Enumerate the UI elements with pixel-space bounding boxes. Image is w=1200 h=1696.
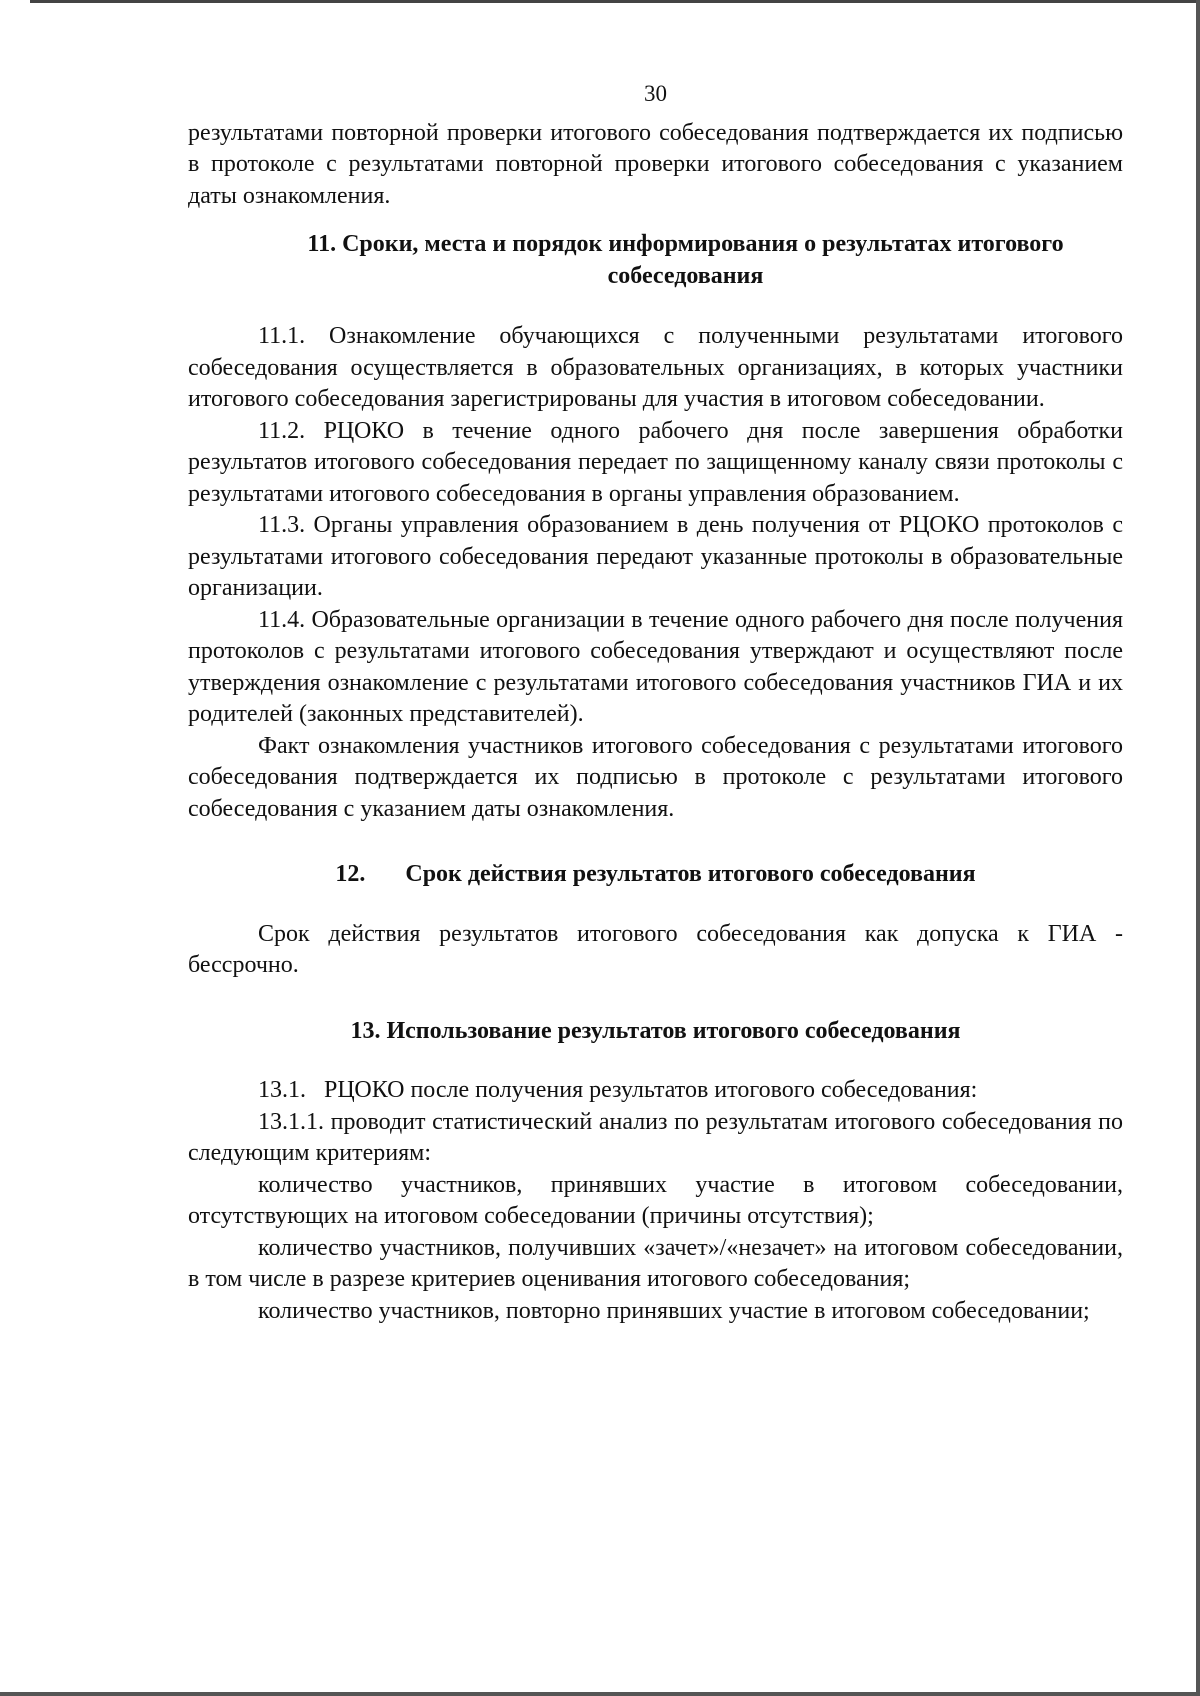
document-body: [188, 78, 1123, 1327]
paragraph-11-1: 11.1. Ознакомление обучающихся с полученными результатами итогового собеседования осуществляется в образовательных организациях, в которых участники итогового собеседования зарегистрированы для участия в итоговом собеседовании.: [188, 323, 1123, 412]
scan-bottom-edge: [0, 1692, 1200, 1696]
paragraph-11-3: 11.3. Органы управления образованием в день получения от РЦОКО протоколов с результатами итогового собеседования передают указанные протоколы в образовательные организации.: [188, 512, 1123, 601]
section-12-heading: [188, 859, 1123, 891]
paragraph-13-1-1: 13.1.1. проводит статистический анализ по результатам итогового собеседования по следующим критериям:: [188, 1108, 1123, 1166]
page-number: 30: [644, 81, 667, 106]
criterion-pass-fail: количество участников, получивших «зачет»/«незачет» на итоговом собеседовании, в том числе в разрезе критериев оценивания итогового собеседования;: [188, 1234, 1123, 1292]
section-12-number: 12.: [335, 861, 366, 887]
paragraph-11-4: 11.4. Образовательные организации в течение одного рабочего дня после получения протоколов с результатами итогового собеседования утверждают и осуществляют после утверждения ознакомление с результатами итогового собеседования участников ГИА и их родителей (законных представителей).: [188, 606, 1123, 727]
section-11-heading: 11. Сроки, места и порядок информирования о результатах итогового собеседования: [307, 231, 1064, 289]
criterion-participants: количество участников, принявших участие в итоговом собеседовании, отсутствующих на итоговом собеседовании (причины отсутствия);: [188, 1171, 1123, 1229]
scan-right-edge: [1196, 0, 1200, 1696]
section-13-heading: 13. Использование результатов итогового собеседования: [350, 1017, 961, 1044]
paragraph-11-fact: Факт ознакомления участников итогового собеседования с результатами итогового собеседования подтверждается их подписью в протоколе с результатами итогового собеседования с указанием даты ознакомления.: [188, 732, 1123, 822]
paragraph-13-1: 13.1. РЦОКО после получения результатов итогового собеседования:: [258, 1077, 978, 1103]
scan-top-edge: [30, 0, 1200, 3]
paragraph-11-2: 11.2. РЦОКО в течение одного рабочего дня после завершения обработки результатов итогового собеседования передает по защищенному каналу связи протоколы с результатами итогового собеседования в органы управления образованием.: [188, 417, 1123, 507]
paragraph-12: Срок действия результатов итогового собеседования как допуска к ГИА - бессрочно.: [188, 920, 1123, 978]
section-12-title: Срок действия результатов итогового собеседования: [405, 861, 976, 887]
criterion-repeat: количество участников, повторно принявших участие в итоговом собеседовании;: [258, 1297, 1090, 1324]
intro-paragraph: результатами повторной проверки итогового собеседования подтверждается их подписью в протоколе с результатами повторной проверки итогового собеседования с указанием даты ознакомления.: [188, 119, 1123, 209]
